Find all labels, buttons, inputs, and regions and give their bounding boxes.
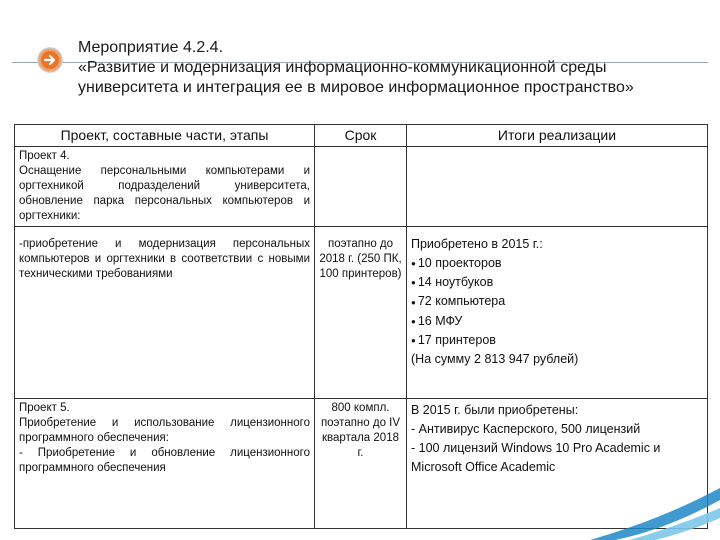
project4-result-sum: (На сумму 2 813 947 рублей) — [411, 352, 579, 367]
list-item: ● 16 МФУ — [411, 312, 703, 331]
corner-decoration — [570, 480, 720, 540]
list-item: ● 10 проекторов — [411, 254, 703, 273]
column-header-results: Итоги реализации — [407, 125, 708, 147]
project4-result-head: Приобретено в 2015 г.: — [411, 237, 543, 251]
column-header-term: Срок — [315, 125, 407, 147]
column-header-project: Проект, составные части, этапы — [15, 125, 315, 147]
project4-description: Оснащение персональными компьютерами и оргтехникой подразделений университета, обновление парка персональных компьютеров и оргтехники: — [19, 165, 310, 222]
project4-description-cell — [15, 147, 315, 227]
project5-stage: - Приобретение и обновление лицензионного программного обеспечения — [19, 447, 310, 474]
project4-term: поэтапно до 2018 г. (250 ПК, 100 принтеров) — [315, 227, 407, 399]
project5-result-line-1: - Антивирус Касперского, 500 лицензий — [411, 422, 641, 436]
list-item: ● 17 принтеров — [411, 331, 703, 350]
list-item: ● 72 компьютера — [411, 292, 703, 311]
list-item: ● 14 ноутбуков — [411, 273, 703, 292]
project5-name: Проект 5. — [19, 402, 70, 414]
project5-result-head: В 2015 г. были приобретены: — [411, 403, 579, 417]
table-header-row — [15, 125, 708, 147]
project4-stage: -приобретение и модернизация персональных компьютеров и оргтехники в соответствии с новыми техническими требованиями — [15, 227, 315, 399]
project4-name: Проект 4. — [19, 150, 70, 162]
project4-results — [407, 227, 708, 399]
table-row-project4-description — [15, 147, 708, 227]
project5-description: Приобретение и использование лицензионного программного обеспечения: — [19, 417, 310, 444]
project5-term: 800 компл. поэтапно до IV квартала 2018 г. — [315, 399, 407, 529]
project4-result-empty — [407, 147, 708, 227]
page-title: Мероприятие 4.2.4. «Развитие и модернизация информационно-коммуникационной среды университета и интеграция ее в мировое информационное пространство» — [78, 39, 634, 96]
project5-cell — [15, 399, 315, 529]
results-table — [14, 124, 708, 529]
table-row-project4-stage — [15, 227, 708, 399]
project5-result-line-2: - 100 лицензий Windows 10 Pro Academic и Microsoft Office Academic — [411, 441, 661, 474]
arrow-right-circle-icon — [37, 47, 63, 73]
project4-term-empty — [315, 147, 407, 227]
project4-result-list — [411, 254, 703, 350]
